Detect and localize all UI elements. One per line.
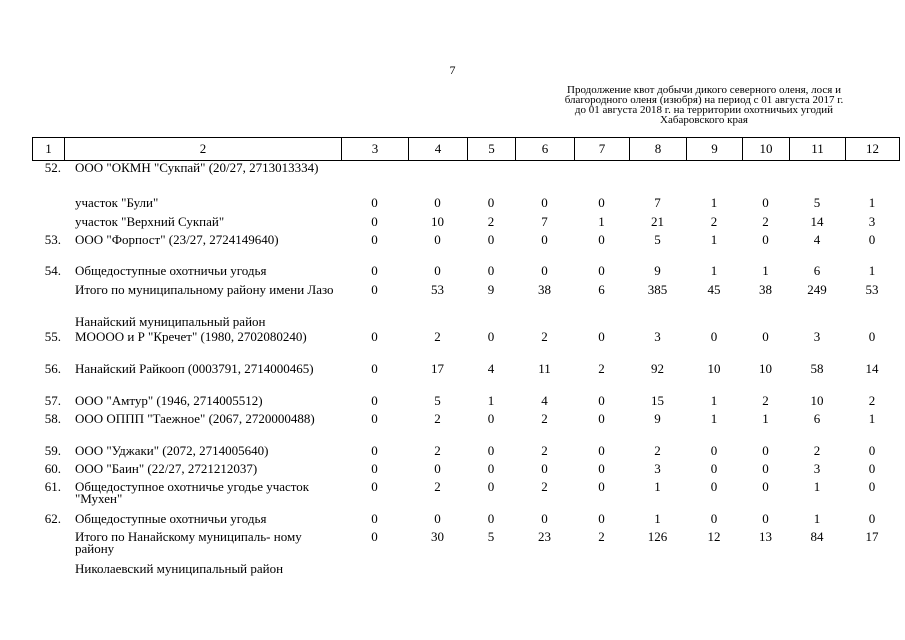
value-cell-col-5: 0 [487, 411, 495, 426]
value-cell-col-9: 0 [710, 479, 718, 494]
hunting-ground-name: Итого по муниципальному району имени Лазо [75, 282, 334, 297]
value-cell-col-6: 23 [538, 529, 551, 544]
value-cell-col-4: 0 [434, 263, 441, 278]
hunting-ground-name: ООО "ОКМН "Сукпай" (20/27, 2713013334) [75, 160, 319, 175]
value-cell-col-5 [467, 162, 515, 197]
hunting-ground-name: участок "Верхний Сукпай" [75, 214, 225, 229]
hunting-ground-name: МОООО и Р "Кречет" (1980, 2702080240) [75, 329, 307, 344]
value-cell-col-9: 12 [707, 529, 721, 544]
value-cell-col-6 [515, 563, 574, 593]
header-cell: 2 [65, 138, 342, 161]
value-cell-col-4: 2 [434, 411, 441, 426]
value-cell-col-9: 1 [710, 263, 718, 278]
value-cell-col-8: 2 [654, 443, 661, 458]
value-cell-col-7 [574, 563, 629, 593]
value-cell-col-12: 0 [868, 329, 876, 344]
value-cell-col-12: 0 [868, 479, 876, 494]
hunting-ground-name: ООО "Амтур" (1946, 2714005512) [75, 393, 263, 408]
value-cell-col-5: 0 [487, 479, 495, 494]
value-cell-col-12: 2 [868, 393, 876, 408]
value-cell-col-7: 2 [598, 529, 605, 544]
hunting-ground-name: ООО ОППП "Таежное" (2067, 2720000488) [75, 411, 315, 426]
value-cell-col-11: 14 [810, 214, 824, 229]
value-cell-col-4: 2 [434, 329, 441, 344]
value-cell-col-8: 15 [651, 393, 664, 408]
value-cell-col-11 [789, 162, 845, 197]
value-cell-col-5: 0 [487, 443, 495, 458]
value-cell-col-12: 1 [868, 195, 876, 210]
value-cell-col-12: 0 [868, 232, 876, 247]
value-cell-col-10: 13 [759, 529, 772, 544]
hunting-ground-name: Общедоступное охотничье угодье участок "Мухен" [75, 479, 310, 506]
row-number: 53. [44, 232, 61, 247]
value-cell-col-12: 0 [868, 443, 876, 458]
caption-line: Хабаровского края [660, 114, 748, 126]
table-row [32, 284, 899, 316]
quota-table [32, 162, 899, 593]
value-cell-col-5: 9 [487, 282, 495, 297]
value-cell-col-8: 3 [654, 461, 661, 476]
value-cell-col-10: 2 [762, 393, 769, 408]
value-cell-col-7: 0 [598, 443, 605, 458]
value-cell-col-6: 2 [541, 329, 548, 344]
value-cell-col-8: 5 [654, 232, 661, 247]
value-cell-col-3: 0 [371, 232, 378, 247]
value-cell-col-5: 0 [487, 329, 495, 344]
value-cell-col-6: 2 [541, 443, 548, 458]
value-cell-col-10: 2 [762, 214, 769, 229]
value-cell-col-9: 1 [710, 195, 718, 210]
value-cell-col-3: 0 [371, 361, 378, 376]
value-cell-col-5: 0 [487, 232, 495, 247]
header-cell: 9 [687, 138, 743, 161]
row-number: 57. [44, 393, 61, 408]
value-cell-col-4: 53 [431, 282, 444, 297]
value-cell-col-6: 38 [538, 282, 551, 297]
value-cell-col-10: 0 [762, 195, 769, 210]
value-cell-col-4: 30 [431, 529, 444, 544]
value-cell-col-3: 0 [371, 329, 378, 344]
value-cell-col-5: 2 [487, 214, 495, 229]
row-number: 62. [44, 511, 61, 526]
row-number: 60. [44, 461, 61, 476]
value-cell-col-6: 7 [541, 214, 548, 229]
value-cell-col-4: 0 [434, 232, 441, 247]
row-number: 54. [44, 263, 61, 278]
value-cell-col-8: 3 [654, 329, 661, 344]
value-cell-col-6: 2 [541, 479, 548, 494]
value-cell-col-10: 0 [762, 443, 769, 458]
value-cell-col-11: 2 [813, 443, 821, 458]
hunting-ground-name: ООО "Форпост" (23/27, 2724149640) [75, 232, 279, 247]
value-cell-col-7: 2 [598, 361, 605, 376]
table-row [32, 234, 899, 265]
value-cell-col-3: 0 [371, 479, 378, 494]
value-cell-col-3: 0 [371, 529, 378, 544]
row-number: 56. [44, 361, 61, 376]
table-caption [536, 85, 872, 125]
value-cell-col-11: 3 [813, 329, 821, 344]
value-cell-col-10 [742, 563, 789, 593]
value-cell-col-8: 1 [654, 479, 661, 494]
value-cell-col-11: 4 [813, 232, 821, 247]
value-cell-col-9: 1 [710, 232, 718, 247]
value-cell-col-3: 0 [371, 511, 378, 526]
value-cell-col-10: 1 [762, 411, 769, 426]
value-cell-col-8: 9 [654, 263, 661, 278]
value-cell-col-8: 385 [647, 282, 668, 297]
value-cell-col-4: 5 [434, 393, 441, 408]
table-row [32, 413, 899, 445]
value-cell-col-4: 10 [431, 214, 444, 229]
row-number: 55. [44, 329, 61, 344]
value-cell-col-6: 0 [541, 263, 548, 278]
header-cell: 11 [790, 138, 846, 161]
value-cell-col-3: 0 [371, 411, 378, 426]
value-cell-col-4: 0 [434, 195, 441, 210]
value-cell-col-8 [629, 162, 686, 197]
value-cell-col-9: 45 [707, 282, 721, 297]
value-cell-col-9: 0 [710, 443, 718, 458]
value-cell-col-11: 58 [810, 361, 824, 376]
value-cell-col-9 [686, 162, 742, 197]
value-cell-col-8: 1 [654, 511, 661, 526]
value-cell-col-9: 0 [710, 329, 718, 344]
table-row [32, 481, 899, 513]
value-cell-col-6 [515, 162, 574, 197]
header-cell: 1 [33, 138, 65, 161]
value-cell-col-4: 17 [431, 361, 444, 376]
value-cell-col-3: 0 [371, 461, 378, 476]
value-cell-col-7 [574, 162, 629, 197]
value-cell-col-7: 0 [598, 263, 605, 278]
value-cell-col-3 [341, 563, 408, 593]
value-cell-col-9: 1 [710, 393, 718, 408]
header-cell: 12 [846, 138, 900, 161]
header-cell: 5 [468, 138, 516, 161]
value-cell-col-6: 0 [541, 195, 548, 210]
row-number: 61. [44, 479, 61, 494]
caption-line: благородного оленя (изюбря) на период с 01 августа 2017 г. [564, 94, 844, 106]
value-cell-col-11: 6 [813, 263, 821, 278]
table-row [32, 162, 899, 197]
value-cell-col-8 [629, 563, 686, 593]
value-cell-col-8: 21 [651, 214, 664, 229]
caption-line: до 01 августа 2018 г. на территории охотничьих угодий [574, 104, 834, 116]
value-cell-col-3: 0 [371, 214, 378, 229]
value-cell-col-11: 6 [813, 411, 821, 426]
value-cell-col-9: 1 [710, 411, 718, 426]
value-cell-col-10: 0 [762, 329, 769, 344]
row-number: 58. [44, 411, 61, 426]
row-number [32, 531, 64, 563]
value-cell-col-6: 0 [541, 461, 548, 476]
value-cell-col-5: 0 [487, 461, 495, 476]
table-row [32, 363, 899, 395]
value-cell-col-7: 6 [598, 282, 605, 297]
value-cell-col-3: 0 [371, 443, 378, 458]
header-cell: 10 [743, 138, 790, 161]
hunting-ground-name: Общедоступные охотничьи угодья [75, 511, 267, 526]
value-cell-col-6: 11 [538, 361, 551, 376]
value-cell-col-5: 4 [487, 361, 495, 376]
table-row [32, 331, 899, 363]
value-cell-col-12 [845, 162, 899, 197]
hunting-ground-name: ООО "Уджаки" (2072, 2714005640) [75, 443, 269, 458]
value-cell-col-9: 0 [710, 461, 718, 476]
value-cell-col-4: 2 [434, 443, 441, 458]
value-cell-col-9: 10 [707, 361, 721, 376]
header-cell: 3 [342, 138, 409, 161]
value-cell-col-7: 0 [598, 411, 605, 426]
value-cell-col-11: 1 [813, 479, 821, 494]
value-cell-col-5: 0 [487, 263, 495, 278]
value-cell-col-11: 84 [810, 529, 824, 544]
caption-line: Продолжение квот добычи дикого северного оленя, лося и [567, 84, 841, 96]
value-cell-col-7: 0 [598, 329, 605, 344]
value-cell-col-8: 7 [654, 195, 661, 210]
value-cell-col-12: 53 [865, 282, 879, 297]
hunting-ground-name: Нанайский муниципальный район [75, 314, 266, 329]
value-cell-col-9 [686, 563, 742, 593]
value-cell-col-7: 1 [598, 214, 605, 229]
value-cell-col-11: 1 [813, 511, 821, 526]
value-cell-col-11: 249 [807, 282, 827, 297]
value-cell-col-6: 0 [541, 511, 548, 526]
row-number: 52. [44, 160, 61, 175]
header-cell: 8 [630, 138, 687, 161]
value-cell-col-12: 3 [868, 214, 876, 229]
value-cell-col-6: 0 [541, 232, 548, 247]
value-cell-col-3: 0 [371, 393, 378, 408]
value-cell-col-3: 0 [371, 195, 378, 210]
value-cell-col-7: 0 [598, 232, 605, 247]
value-cell-col-5: 0 [487, 195, 495, 210]
value-cell-col-10: 0 [762, 461, 769, 476]
value-cell-col-6: 4 [541, 393, 548, 408]
hunting-ground-name: Нанайский Райкооп (0003791, 2714000465) [75, 361, 314, 376]
hunting-ground-name: Общедоступные охотничьи угодья [75, 263, 267, 278]
value-cell-col-12: 14 [865, 361, 879, 376]
value-cell-col-7: 0 [598, 479, 605, 494]
value-cell-col-6: 2 [541, 411, 548, 426]
page-number: 7 [449, 63, 456, 77]
value-cell-col-10: 38 [759, 282, 772, 297]
value-cell-col-4: 0 [434, 511, 441, 526]
value-cell-col-11 [789, 563, 845, 593]
header-cell: 4 [409, 138, 468, 161]
value-cell-col-7: 0 [598, 195, 605, 210]
value-cell-col-4: 0 [434, 461, 441, 476]
value-cell-col-5: 0 [487, 511, 495, 526]
value-cell-col-12: 0 [868, 461, 876, 476]
value-cell-col-8: 92 [651, 361, 664, 376]
value-cell-col-4 [408, 563, 467, 593]
value-cell-col-10: 0 [762, 232, 769, 247]
row-number: 59. [44, 443, 61, 458]
value-cell-col-12: 1 [868, 263, 876, 278]
value-cell-col-11: 10 [810, 393, 824, 408]
value-cell-col-11: 3 [813, 461, 821, 476]
header-cell: 6 [516, 138, 575, 161]
value-cell-col-10: 10 [759, 361, 772, 376]
value-cell-col-5: 1 [487, 393, 495, 408]
value-cell-col-3: 0 [371, 282, 378, 297]
table-header [32, 137, 900, 161]
hunting-ground-name: Николаевский муниципальный район [75, 561, 284, 576]
value-cell-col-3: 0 [371, 263, 378, 278]
table-row [32, 531, 899, 563]
value-cell-col-10: 0 [762, 511, 769, 526]
value-cell-col-4: 2 [434, 479, 441, 494]
row-number [32, 284, 64, 316]
value-cell-col-9: 2 [710, 214, 718, 229]
value-cell-col-12: 1 [868, 411, 876, 426]
value-cell-col-5 [467, 563, 515, 593]
value-cell-col-12 [845, 563, 899, 593]
value-cell-col-11: 5 [813, 195, 821, 210]
value-cell-col-12: 17 [865, 529, 879, 544]
value-cell-col-8: 126 [647, 529, 668, 544]
table-row [32, 563, 899, 593]
value-cell-col-9: 0 [710, 511, 718, 526]
value-cell-col-7: 0 [598, 511, 605, 526]
value-cell-col-10: 0 [762, 479, 769, 494]
hunting-ground-name: Итого по Нанайскому муниципаль- ному району [75, 529, 302, 556]
header-cell: 7 [575, 138, 630, 161]
hunting-ground-name: участок "Були" [75, 195, 159, 210]
value-cell-col-4 [408, 162, 467, 197]
value-cell-col-7: 0 [598, 393, 605, 408]
value-cell-col-3 [341, 162, 408, 197]
value-cell-col-5: 5 [487, 529, 495, 544]
value-cell-col-8: 9 [654, 411, 661, 426]
value-cell-col-10 [742, 162, 789, 197]
hunting-ground-name: ООО "Баин" (22/27, 2721212037) [75, 461, 258, 476]
row-number [32, 563, 64, 593]
value-cell-col-7: 0 [598, 461, 605, 476]
value-cell-col-10: 1 [762, 263, 769, 278]
value-cell-col-12: 0 [868, 511, 876, 526]
row-number [32, 197, 64, 216]
